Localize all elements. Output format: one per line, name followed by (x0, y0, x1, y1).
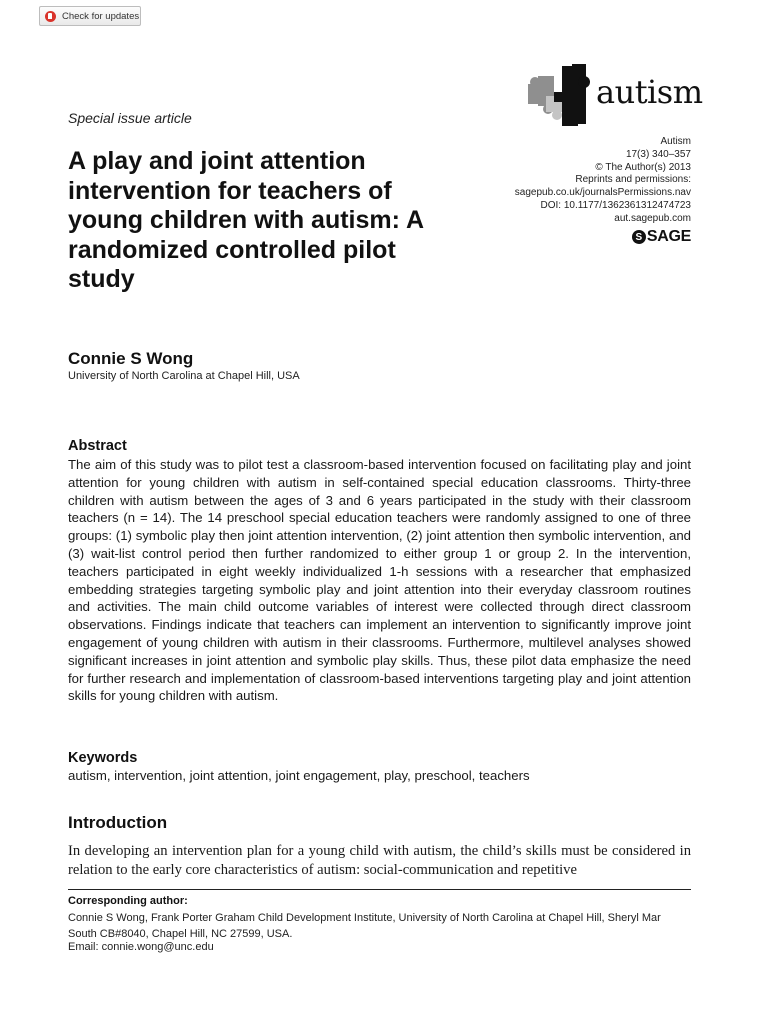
check-for-updates-button[interactable] (39, 6, 141, 26)
article-title: A play and joint attention intervention for teachers of young children with autism: A randomized controlled pilot study (68, 147, 424, 294)
abstract-text: The aim of this study was to pilot test a classroom-based intervention focused on facilitating play and joint attention for young children with autism in self-contained special education classrooms. Thirty-three children with autism between the ages of 3 and 6 years participated in the study with their classroom teachers (n = 14). The 14 preschool special education teachers were randomly assigned to one of three groups: (1) symbolic play then joint attention intervention, (2) joint attention then symbolic intervention, and (3) wait-list control period then further randomized to either group 1 or group 2. In the intervention, teachers participated in eight weekly individualized 1-h sessions with a researcher that emphasized embedding strategies targeting symbolic play and joint attention into their everyday classroom routines and activities. The main child outcome variables of interest were collected through direct classroom observations. Findings indicate that teachers can implement an intervention to significantly improve joint engagement of young children with autism in their classrooms. Furthermore, multilevel analyses showed significant increases in joint attention and symbolic play skills. Thus, these pilot data emphasize the need for further research and implementation of classroom-based interventions targeting play and joint attention skills for young children with autism. (68, 457, 691, 704)
introduction-heading: Introduction (68, 813, 168, 832)
corresponding-author-address: Connie S Wong, Frank Porter Graham Child Development Institute, University of North Carolina at Chapel Hill, Sheryl Mar South CB#8040, Chapel Hill, NC 27599, USA. (68, 912, 661, 940)
corresponding-author-heading: Corresponding author: (68, 895, 188, 907)
publisher-name: SAGE (646, 228, 691, 245)
author-name: Connie S Wong (68, 349, 194, 368)
article-type: Special issue article (68, 110, 192, 126)
keywords-heading: Keywords (68, 750, 138, 766)
introduction-text: In developing an intervention plan for a young child with autism, the child’s skills must be considered in relation to the early core characteristics of autism: social-communication and repetitive (68, 843, 691, 878)
meta-line: 17(3) 340–357 (625, 148, 691, 160)
meta-line: Autism (660, 136, 691, 147)
meta-line: © The Author(s) 2013 (595, 161, 691, 173)
journal-site-link[interactable]: aut.sagepub.com (614, 212, 691, 224)
footnote-divider (68, 889, 691, 890)
doi-link[interactable]: DOI: 10.1177/1362361312474723 (540, 199, 691, 211)
sage-icon: S (632, 230, 646, 244)
publisher-logo (632, 228, 691, 246)
abstract-heading: Abstract (68, 438, 127, 454)
keywords-text: autism, intervention, joint attention, joint engagement, play, preschool, teachers (68, 768, 530, 783)
corresponding-author-email[interactable]: Email: connie.wong@unc.edu (68, 941, 214, 953)
permissions-link[interactable]: sagepub.co.uk/journalsPermissions.nav (514, 187, 691, 199)
author-affiliation: University of North Carolina at Chapel Hill, USA (68, 370, 300, 382)
crossmark-icon (45, 11, 56, 22)
meta-line: Reprints and permissions: (575, 174, 691, 186)
journal-meta (431, 136, 691, 226)
check-for-updates-label: Check for updates (62, 10, 140, 22)
journal-logo-word: autism (596, 73, 703, 111)
